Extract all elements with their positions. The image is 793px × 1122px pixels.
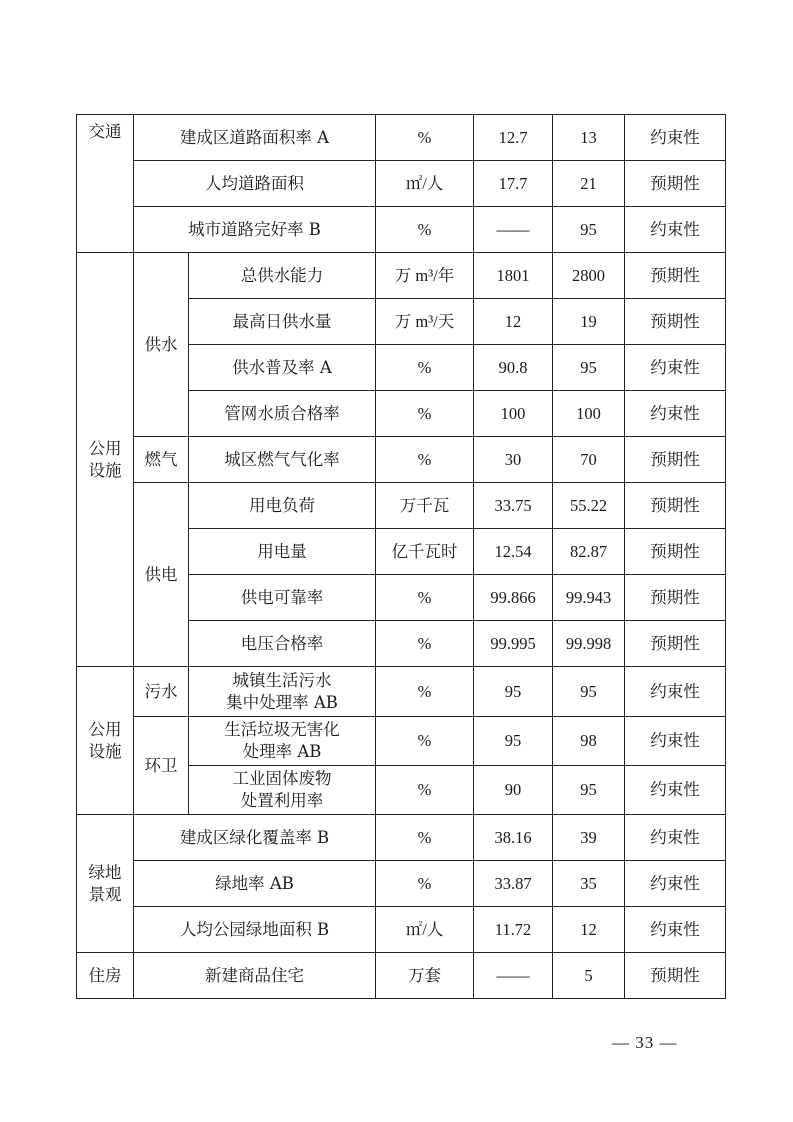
nature-cell: 预期性 bbox=[625, 575, 726, 621]
table-row bbox=[77, 953, 726, 999]
current-value-cell: 33.75 bbox=[474, 483, 553, 529]
nature-cell: 约束性 bbox=[625, 766, 726, 815]
nature-cell: 预期性 bbox=[625, 299, 726, 345]
unit-cell: % bbox=[376, 815, 474, 861]
category-label: 公用 bbox=[88, 438, 122, 458]
nature-cell: 约束性 bbox=[625, 667, 726, 717]
subcategory-sanitation: 环卫 bbox=[134, 717, 189, 815]
unit-cell: 万 m³/天 bbox=[376, 299, 474, 345]
target-value-cell: 98 bbox=[553, 717, 625, 766]
category-green bbox=[77, 815, 134, 953]
nature-cell: 约束性 bbox=[625, 907, 726, 953]
current-value-cell: —— bbox=[474, 207, 553, 253]
unit-cell: ㎡/人 bbox=[376, 907, 474, 953]
table-row bbox=[77, 161, 726, 207]
category-label: 设施 bbox=[88, 741, 122, 761]
table-row bbox=[77, 815, 726, 861]
nature-cell: 预期性 bbox=[625, 161, 726, 207]
table-row bbox=[77, 253, 726, 299]
target-value-cell: 99.943 bbox=[553, 575, 625, 621]
nature-cell: 预期性 bbox=[625, 253, 726, 299]
target-value-cell: 99.998 bbox=[553, 621, 625, 667]
current-value-cell: 12.7 bbox=[474, 115, 553, 161]
nature-cell: 约束性 bbox=[625, 717, 726, 766]
current-value-cell: 100 bbox=[474, 391, 553, 437]
current-value-cell: 90.8 bbox=[474, 345, 553, 391]
unit-cell: 万 m³/年 bbox=[376, 253, 474, 299]
table-row bbox=[77, 207, 726, 253]
indicator-cell bbox=[189, 667, 376, 717]
indicator-line: 生活垃圾无害化 bbox=[224, 720, 340, 739]
table-row bbox=[77, 667, 726, 717]
target-value-cell: 19 bbox=[553, 299, 625, 345]
current-value-cell: 95 bbox=[474, 717, 553, 766]
indicator-line: 工业固体废物 bbox=[232, 769, 332, 788]
unit-cell: % bbox=[376, 861, 474, 907]
target-value-cell: 95 bbox=[553, 667, 625, 717]
category-transport: 交通 bbox=[77, 115, 134, 253]
unit-cell: % bbox=[376, 437, 474, 483]
indicator-line: 城镇生活污水 bbox=[232, 670, 332, 690]
table-row bbox=[77, 483, 726, 529]
table-row bbox=[77, 717, 726, 766]
unit-cell: % bbox=[376, 667, 474, 717]
indicator-cell: 管网水质合格率 bbox=[189, 391, 376, 437]
target-value-cell: 2800 bbox=[553, 253, 625, 299]
current-value-cell: 30 bbox=[474, 437, 553, 483]
indicator-cell: 供水普及率 A bbox=[189, 345, 376, 391]
unit-cell: % bbox=[376, 391, 474, 437]
current-value-cell: 11.72 bbox=[474, 907, 553, 953]
indicator-cell: 新建商品住宅 bbox=[134, 953, 376, 999]
unit-cell: % bbox=[376, 717, 474, 766]
nature-cell: 预期性 bbox=[625, 621, 726, 667]
current-value-cell: 33.87 bbox=[474, 861, 553, 907]
category-label: 景观 bbox=[88, 884, 122, 904]
target-value-cell: 70 bbox=[553, 437, 625, 483]
indicator-cell: 建成区道路面积率 A bbox=[134, 115, 376, 161]
nature-cell: 预期性 bbox=[625, 953, 726, 999]
indicator-cell: 用电量 bbox=[189, 529, 376, 575]
unit-cell: 万千瓦 bbox=[376, 483, 474, 529]
target-value-cell: 39 bbox=[553, 815, 625, 861]
nature-cell: 约束性 bbox=[625, 207, 726, 253]
page-number: — 33 — bbox=[612, 1033, 678, 1052]
current-value-cell: 99.995 bbox=[474, 621, 553, 667]
current-value-cell: 17.7 bbox=[474, 161, 553, 207]
unit-cell: 亿千瓦时 bbox=[376, 529, 474, 575]
indicator-cell: 电压合格率 bbox=[189, 621, 376, 667]
unit-cell: % bbox=[376, 115, 474, 161]
indicator-cell: 人均公园绿地面积 B bbox=[134, 907, 376, 953]
indicator-cell: 供电可靠率 bbox=[189, 575, 376, 621]
subcategory-gas: 燃气 bbox=[134, 437, 189, 483]
nature-cell: 约束性 bbox=[625, 861, 726, 907]
indicator-cell: 城区燃气气化率 bbox=[189, 437, 376, 483]
target-value-cell: 55.22 bbox=[553, 483, 625, 529]
current-value-cell: 90 bbox=[474, 766, 553, 815]
category-utilities bbox=[77, 253, 134, 667]
table-row bbox=[77, 907, 726, 953]
indicator-cell bbox=[189, 717, 376, 766]
nature-cell: 约束性 bbox=[625, 815, 726, 861]
indicator-line: 集中处理率 AB bbox=[226, 692, 338, 712]
current-value-cell: 38.16 bbox=[474, 815, 553, 861]
indicator-cell bbox=[189, 766, 376, 815]
nature-cell: 约束性 bbox=[625, 345, 726, 391]
target-value-cell: 100 bbox=[553, 391, 625, 437]
indicator-table bbox=[76, 114, 726, 999]
current-value-cell: 95 bbox=[474, 667, 553, 717]
table-row bbox=[77, 115, 726, 161]
nature-cell: 预期性 bbox=[625, 437, 726, 483]
table-row bbox=[77, 437, 726, 483]
unit-cell: % bbox=[376, 345, 474, 391]
nature-cell: 预期性 bbox=[625, 483, 726, 529]
target-value-cell: 5 bbox=[553, 953, 625, 999]
table-row bbox=[77, 861, 726, 907]
current-value-cell: 99.866 bbox=[474, 575, 553, 621]
subcategory-power: 供电 bbox=[134, 483, 189, 667]
target-value-cell: 12 bbox=[553, 907, 625, 953]
indicator-cell: 最高日供水量 bbox=[189, 299, 376, 345]
indicator-cell: 建成区绿化覆盖率 B bbox=[134, 815, 376, 861]
unit-cell: % bbox=[376, 575, 474, 621]
target-value-cell: 95 bbox=[553, 766, 625, 815]
indicator-cell: 用电负荷 bbox=[189, 483, 376, 529]
nature-cell: 预期性 bbox=[625, 529, 726, 575]
unit-cell: 万套 bbox=[376, 953, 474, 999]
indicator-cell: 总供水能力 bbox=[189, 253, 376, 299]
current-value-cell: 1801 bbox=[474, 253, 553, 299]
unit-cell: % bbox=[376, 766, 474, 815]
indicator-cell: 城市道路完好率 B bbox=[134, 207, 376, 253]
target-value-cell: 95 bbox=[553, 345, 625, 391]
category-utilities-2 bbox=[77, 667, 134, 815]
current-value-cell: 12.54 bbox=[474, 529, 553, 575]
current-value-cell: —— bbox=[474, 953, 553, 999]
subcategory-water: 供水 bbox=[134, 253, 189, 437]
category-label: 绿地 bbox=[88, 862, 122, 882]
target-value-cell: 13 bbox=[553, 115, 625, 161]
current-value-cell: 12 bbox=[474, 299, 553, 345]
nature-cell: 约束性 bbox=[625, 115, 726, 161]
category-label: 设施 bbox=[88, 460, 122, 480]
indicator-cell: 绿地率 AB bbox=[134, 861, 376, 907]
category-label: 公用 bbox=[88, 719, 122, 739]
indicator-line: 处理率 AB bbox=[242, 742, 322, 761]
indicator-cell: 人均道路面积 bbox=[134, 161, 376, 207]
target-value-cell: 82.87 bbox=[553, 529, 625, 575]
category-housing: 住房 bbox=[77, 953, 134, 999]
unit-cell: % bbox=[376, 207, 474, 253]
nature-cell: 约束性 bbox=[625, 391, 726, 437]
indicator-line: 处置利用率 bbox=[240, 791, 324, 810]
subcategory-sewage: 污水 bbox=[134, 667, 189, 717]
unit-cell: % bbox=[376, 621, 474, 667]
target-value-cell: 21 bbox=[553, 161, 625, 207]
target-value-cell: 95 bbox=[553, 207, 625, 253]
unit-cell: ㎡/人 bbox=[376, 161, 474, 207]
target-value-cell: 35 bbox=[553, 861, 625, 907]
